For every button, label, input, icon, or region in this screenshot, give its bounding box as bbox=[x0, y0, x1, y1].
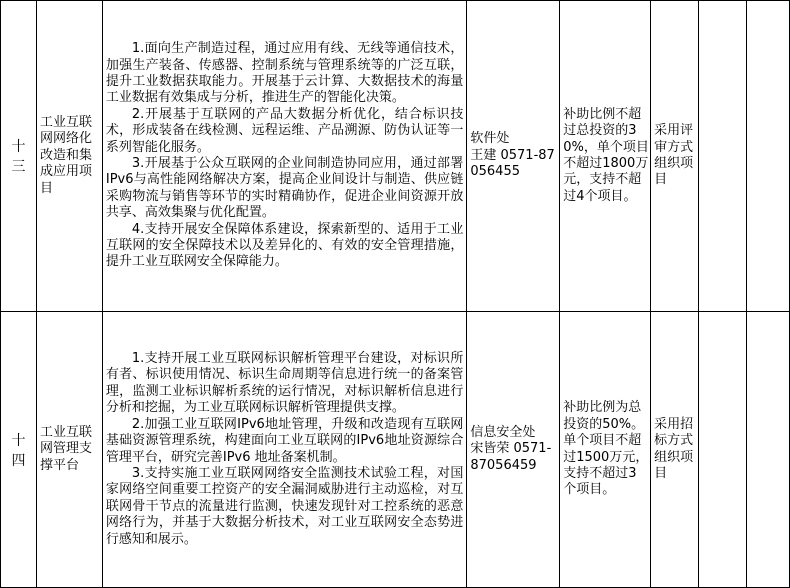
empty-cell bbox=[747, 1, 790, 312]
content-paragraph: 3.开展基于公众互联网的企业间制造协同应用，通过部署IPv6与高性能网络解决方案，提高企业间设计与制造、供应链采购物流与销售等环节的实时精确协作，促进企业间资源开放共享、高效集聚与优化配置。 bbox=[105, 156, 464, 221]
project-content bbox=[103, 41, 466, 271]
project-name-cell bbox=[36, 312, 102, 588]
project-content bbox=[103, 351, 466, 548]
row-index-char: 十四 bbox=[11, 432, 26, 469]
method-cell bbox=[651, 312, 699, 588]
project-name: 工业互联网网络化改造和集成应用项目 bbox=[39, 114, 92, 196]
department-info bbox=[467, 425, 559, 474]
department-contact: 王建 0571-87056455 bbox=[470, 147, 555, 180]
method-text: 采用招标方式组织项目 bbox=[654, 416, 694, 481]
empty-cell bbox=[699, 1, 747, 312]
table-row bbox=[1, 312, 790, 588]
method-text: 采用评审方式组织项目 bbox=[654, 123, 694, 188]
content-paragraph: 2.开展基于互联网的产品大数据分析优化，结合标识技术，形成装备在线检测、远程运维、产品溯源、防伪认证等一系列智能化服务。 bbox=[105, 106, 464, 155]
department-cell bbox=[467, 312, 560, 588]
subsidy-cell bbox=[560, 312, 651, 588]
project-content-cell bbox=[102, 312, 466, 588]
content-paragraph: 4.支持开展安全保障体系建设，探索新型的、适用于工业互联网的安全保障技术以及差异化的、有效的安全管理措施，提升工业互联网安全保障能力。 bbox=[105, 221, 464, 270]
method-cell bbox=[651, 1, 699, 312]
subsidy-text: 补助比例不超过总投资的30%，单个项目不超过1800万元，支持不超过4个项目。 bbox=[563, 106, 649, 204]
table-row bbox=[1, 1, 790, 312]
row-index-cell bbox=[1, 1, 37, 312]
project-content-cell bbox=[102, 1, 466, 312]
empty-cell bbox=[699, 312, 747, 588]
department-contact: 宋皆荣 0571-87056459 bbox=[470, 441, 552, 473]
department-name: 信息安全处 bbox=[470, 424, 536, 440]
row-index-cell bbox=[1, 312, 37, 588]
project-name-cell bbox=[36, 1, 102, 312]
department-info bbox=[467, 131, 559, 180]
department-cell bbox=[467, 1, 560, 312]
subsidy-cell bbox=[560, 1, 651, 312]
project-name: 工业互联网管理支撑平台 bbox=[39, 424, 92, 473]
row-index-char: 十三 bbox=[11, 139, 26, 175]
department-name: 软件处 bbox=[470, 131, 510, 147]
empty-cell bbox=[747, 312, 790, 588]
content-paragraph: 2.加强工业互联网IPv6地址管理，升级和改造现有互联网基础资源管理系统，构建面向工业互联网的IPv6地址资源综合管理平台，研究完善IPv6 地址备案机制。 bbox=[105, 416, 464, 465]
content-paragraph: 1.面向生产制造过程，通过应用有线、无线等通信技术，加强生产装备、传感器、控制系统与管理系统等的广泛互联，提升工业数据获取能力。开展基于云计算、大数据技术的海量工业数据有效集成与分析，推进生产的智能化决策。 bbox=[105, 41, 464, 106]
content-paragraph: 3.支持实施工业互联网网络安全监测技术试验工程，对国家网络空间重要工控资产的安全漏洞威胁进行主动巡检，对互联网骨干节点的流量进行监测，快速发现针对工控系统的恶意网络行为，并基于大数据分析技术，对工业互联网安全态势进行感知和展示。 bbox=[105, 465, 464, 547]
content-paragraph: 1.支持开展工业互联网标识解析管理平台建设，对标识所有者、标识使用情况、标识生命周期等信息进行统一的备案管理，监测工业标识解析系统的运行情况，对标识解析信息进行分析和挖掘，为工业互联网标识解析管理提供支撑。 bbox=[105, 351, 464, 416]
subsidy-text: 补助比例为总投资的50%。单个项目不超过1500万元，支持不超过3个项目。 bbox=[563, 400, 649, 498]
